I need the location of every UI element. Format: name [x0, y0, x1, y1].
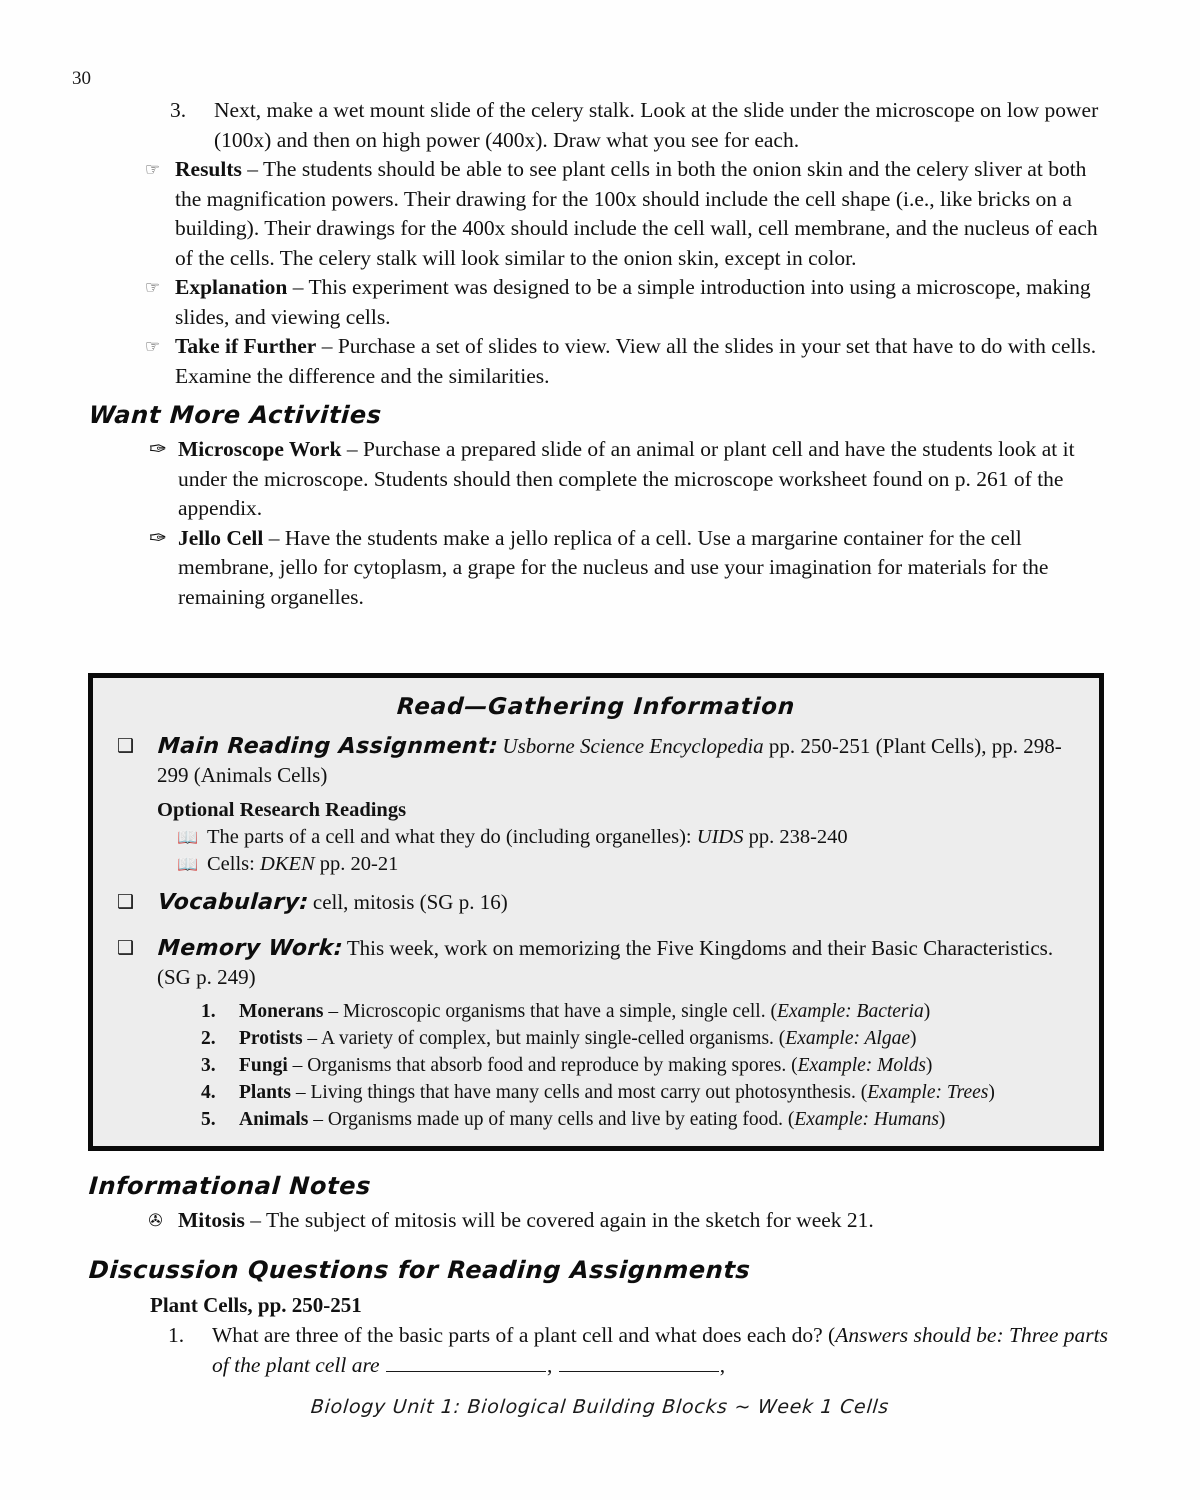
book-icon: 📖 — [177, 828, 199, 847]
microscope-work-label: Microscope Work — [178, 437, 342, 461]
question-text: What are three of the basic parts of a plant cell and what does each do? ( — [212, 1322, 836, 1347]
kingdom-close: ) — [910, 1028, 917, 1049]
kingdom-number: 5. — [201, 1109, 216, 1130]
optional-research-heading: Optional Research Readings — [157, 799, 407, 821]
hand-pointer-icon: ☞ — [144, 278, 161, 297]
read-box-title: Read—Gathering Information — [396, 694, 796, 720]
kingdom-number: 2. — [201, 1028, 216, 1049]
kingdom-body — [239, 1025, 1083, 1052]
kingdom-example: Example: Humans — [794, 1109, 939, 1130]
memory-work-label: Memory Work: — [157, 936, 344, 961]
take-further-label: Take if Further — [175, 334, 317, 358]
results-text: The students should be able to see plant cells in both the onion skin and the celery sliver at both the magnification powers. Their drawing for the 100x should include the cell shape (i.e., like bricks on a building). Their drawings for the 400x should include the cell wall, cell membrane, and the nucleus of each of the cells. The celery stalk will look similar to the onion skin, except in color. — [175, 157, 1098, 270]
kingdom-name: Plants — [239, 1082, 292, 1103]
kingdom-desc: Organisms made up of many cells and live by eating food. ( — [327, 1109, 795, 1130]
mitosis-label: Mitosis — [178, 1208, 245, 1232]
mitosis-body — [178, 1206, 874, 1236]
optional-reading-pages-1: pp. 20-21 — [314, 853, 399, 875]
memory-work-body — [157, 934, 1083, 992]
question-body — [212, 1320, 1118, 1380]
results-label: Results — [175, 157, 242, 181]
checklist-item-main-reading[interactable] — [109, 732, 1083, 790]
kingdom-example: Example: Molds — [797, 1055, 926, 1076]
checkbox-icon[interactable]: ❑ — [117, 736, 135, 757]
kingdom-dash: – — [308, 1109, 328, 1130]
kingdom-close: ) — [925, 1055, 933, 1076]
kingdom-number: 4. — [201, 1082, 216, 1103]
checkbox-icon[interactable]: ❑ — [117, 938, 135, 959]
step-number: 3. — [170, 98, 187, 122]
kingdom-desc: Organisms that absorb food and reproduce by making spores. ( — [307, 1055, 798, 1076]
kingdom-body — [239, 1106, 1083, 1133]
kingdom-dash: – — [291, 1082, 311, 1103]
results-dash: – — [241, 157, 264, 181]
jello-cell-label: Jello Cell — [178, 525, 264, 550]
optional-reading-desc-0: The parts of a cell and what they do (including organelles): — [207, 826, 697, 848]
checklist-item-memory-work[interactable] — [109, 934, 1083, 992]
five-kingdoms-list — [201, 998, 1083, 1133]
kingdom-example: Example: Algae — [785, 1028, 911, 1049]
kingdom-name: Animals — [239, 1109, 309, 1130]
optional-reading-code-1: DKEN — [259, 853, 315, 875]
section-heading-want-more: Want More Activities — [88, 401, 383, 429]
discussion-subheading: Plant Cells, pp. 250-251 — [150, 1292, 362, 1317]
explanation-label: Explanation — [175, 275, 288, 299]
take-further-body — [175, 332, 1118, 391]
kingdom-name: Monerans — [239, 1001, 324, 1022]
clipboard-icon: ✑ — [148, 525, 167, 550]
list-item-take-further — [130, 332, 1118, 391]
discussion-question-1 — [168, 1320, 1118, 1380]
kingdom-example: Example: Trees — [867, 1082, 989, 1103]
page-number: 30 — [72, 68, 91, 89]
memory-work-text: This week, work on memorizing the Five Kingdoms and their Basic Characteristics. (SG p. 249) — [157, 936, 1054, 989]
main-content — [88, 96, 1118, 612]
question-number: 1. — [168, 1322, 185, 1347]
microscope-work-dash: – — [341, 437, 363, 461]
optional-reading-code-0: UIDS — [696, 826, 744, 848]
take-further-dash: – — [316, 334, 338, 358]
section-heading-informational-notes: Informational Notes — [88, 1172, 373, 1200]
kingdom-body — [239, 1079, 1083, 1106]
main-reading-body — [157, 732, 1083, 790]
list-item-jello-cell — [138, 524, 1118, 613]
section-heading-discussion-questions: Discussion Questions for Reading Assignments — [88, 1255, 752, 1284]
answer-blank-1[interactable] — [386, 1355, 546, 1372]
jello-cell-dash: – — [263, 525, 285, 550]
kingdom-desc: Microscopic organisms that have a simple, single cell. ( — [343, 1001, 777, 1022]
explanation-dash: – — [287, 275, 309, 299]
question-answer-hint: Answers should be: Three parts of the plant cell are — [212, 1322, 1108, 1377]
kingdom-row — [201, 998, 1083, 1025]
microscope-work-body — [178, 435, 1118, 524]
optional-reading-row — [177, 851, 1083, 878]
answer-comma-2: , — [719, 1352, 726, 1377]
kingdom-number: 1. — [201, 1001, 216, 1022]
kingdom-close: ) — [988, 1082, 995, 1103]
optional-reading-text-1 — [207, 851, 398, 878]
explanation-body — [175, 273, 1118, 332]
optional-reading-row — [177, 824, 1083, 851]
kingdom-row — [201, 1025, 1083, 1052]
kingdom-name: Fungi — [239, 1055, 288, 1076]
kingdom-desc: Living things that have many cells and most carry out photosynthesis. ( — [310, 1082, 868, 1103]
main-reading-label: Main Reading Assignment: — [157, 734, 500, 759]
hand-pointer-icon: ☞ — [144, 337, 161, 356]
optional-reading-desc-1: Cells: — [207, 853, 260, 875]
results-body — [175, 155, 1118, 273]
optional-reading-text-0 — [207, 824, 848, 851]
list-item-mitosis — [133, 1206, 1118, 1236]
checklist-item-vocabulary[interactable] — [109, 888, 1083, 918]
step-text: Next, make a wet mount slide of the celery stalk. Look at the slide under the microscope on low power (100x) and then on high power (400x). Draw what you see for each. — [214, 98, 1099, 152]
clipboard-icon: ✑ — [148, 437, 167, 461]
pushpin-icon: ✇ — [148, 1211, 163, 1230]
main-reading-pages: pp. 250-251 (Plant Cells), pp. 298-299 (Animals Cells) — [157, 734, 1062, 787]
mitosis-text: The subject of mitosis will be covered again in the sketch for week 21. — [266, 1208, 874, 1232]
kingdom-body — [239, 1052, 1083, 1079]
answer-comma-1: , — [546, 1352, 558, 1377]
kingdom-body — [239, 998, 1083, 1025]
list-item-explanation — [130, 273, 1118, 332]
vocabulary-text: cell, mitosis (SG p. 16) — [307, 890, 508, 914]
jello-cell-body — [178, 524, 1118, 613]
vocabulary-body — [157, 888, 1083, 918]
kingdom-close: ) — [923, 1001, 931, 1022]
list-item-microscope-work — [138, 435, 1118, 524]
jello-cell-text: Have the students make a jello replica of a cell. Use a margarine container for the cell membrane, jello for cytoplasm, a grape for the nucleus and use your imagination for materials for the remaining organelles. — [178, 525, 1049, 609]
explanation-text: This experiment was designed to be a simple introduction into using a microscope, making slides, and viewing cells. — [175, 275, 1091, 329]
kingdom-row — [201, 1106, 1083, 1133]
read-gathering-information-box — [88, 673, 1104, 1151]
kingdom-dash: – — [323, 1001, 343, 1022]
list-item-step-3 — [168, 96, 1118, 155]
kingdom-number: 3. — [201, 1055, 216, 1076]
microscope-work-text: Purchase a prepared slide of an animal or plant cell and have the students look at it under the microscope. Students should then complete the microscope worksheet found on p. 261 of the appendix. — [178, 437, 1075, 520]
optional-reading-pages-0: pp. 238-240 — [743, 826, 848, 848]
take-further-text: Purchase a set of slides to view. View all the slides in your set that have to do with cells. Examine the difference and the similarities. — [175, 334, 1097, 388]
kingdom-dash: – — [302, 1028, 321, 1049]
lower-content — [88, 1172, 1118, 1380]
kingdom-close: ) — [938, 1109, 946, 1130]
kingdom-row — [201, 1079, 1083, 1106]
vocabulary-label: Vocabulary: — [157, 890, 310, 915]
main-reading-source: Usborne Science Encyclopedia — [502, 734, 764, 758]
answer-blank-2[interactable] — [559, 1355, 719, 1372]
list-item-results — [130, 155, 1118, 273]
checkbox-icon[interactable]: ❑ — [117, 892, 135, 913]
mitosis-dash: – — [244, 1208, 267, 1232]
hand-pointer-icon: ☞ — [144, 160, 161, 179]
kingdom-dash: – — [287, 1055, 308, 1076]
kingdom-row — [201, 1052, 1083, 1079]
kingdom-name: Protists — [239, 1028, 303, 1049]
kingdom-desc: A variety of complex, but mainly single-celled organisms. ( — [320, 1028, 786, 1049]
page-footer: Biology Unit 1: Biological Building Blocks ~ Week 1 Cells — [309, 1396, 890, 1418]
kingdom-example: Example: Bacteria — [776, 1001, 924, 1022]
book-icon: 📖 — [177, 855, 199, 874]
